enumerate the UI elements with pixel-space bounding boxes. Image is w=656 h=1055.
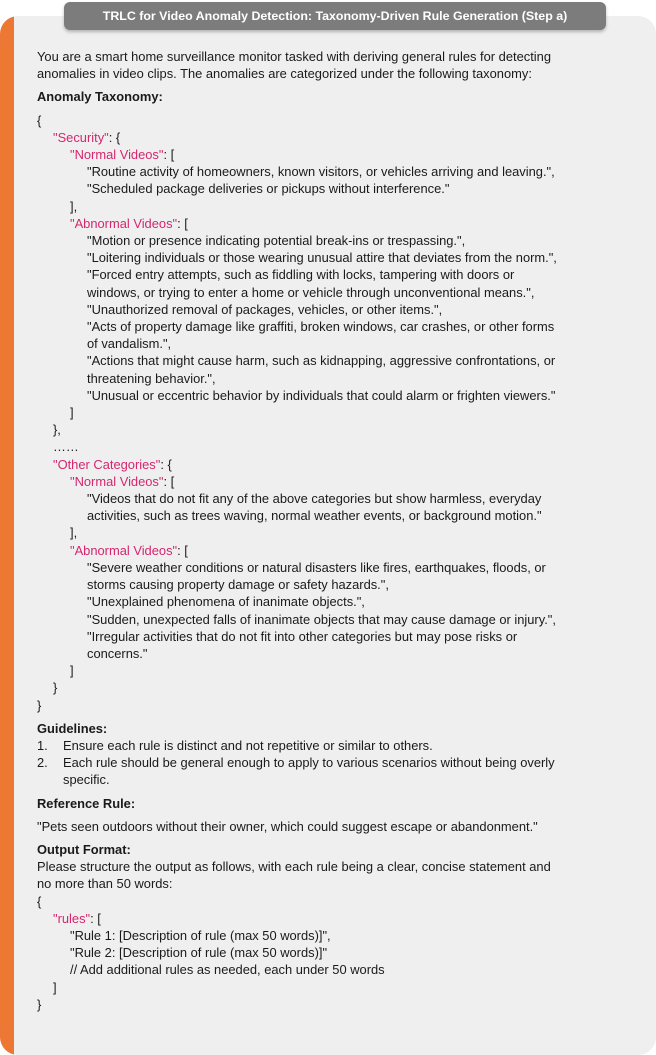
list-item: storms causing property damage or safety hazards.", [87, 577, 389, 593]
list-item: "Unusual or eccentric behavior by individuals that could alarm or frighten viewers." [87, 387, 556, 403]
card-title: TRLC for Video Anomaly Detection: Taxonomy-Driven Rule Generation (Step a) [102, 9, 568, 23]
guideline-number: 2. [37, 755, 48, 771]
json-brace: { [37, 893, 42, 909]
guideline-text: specific. [63, 772, 110, 788]
output-line: "Rule 1: [Description of rule (max 50 words)]", [70, 927, 331, 943]
list-item: "Forced entry attempts, such as fiddling with locks, tampering with doors or [87, 267, 515, 283]
normal-key-line: "Normal Videos": [ [70, 473, 175, 489]
output-intro-line: Please structure the output as follows, with each rule being a clear, concise statement and [37, 859, 551, 875]
title-banner [64, 2, 606, 30]
list-item: "Acts of property damage like graffiti, broken windows, car crashes, or other forms [87, 319, 555, 335]
abnormal-key-line: "Abnormal Videos": [ [70, 542, 188, 558]
guidelines-heading: Guidelines: [37, 720, 108, 736]
security-key: "Security" [53, 129, 109, 145]
reference-rule: "Pets seen outdoors without their owner, which could suggest escape or abandonment." [37, 818, 538, 834]
intro-line: You are a smart home surveillance monitor tasked with deriving general rules for detecting [37, 49, 551, 64]
list-item: "Actions that might cause harm, such as kidnapping, aggressive confrontations, or [87, 353, 556, 369]
json-bracket: ], [70, 525, 78, 541]
normal-videos-key: "Normal Videos" [70, 473, 164, 489]
normal-videos-key: "Normal Videos" [70, 147, 164, 163]
ellipsis: …… [53, 439, 79, 455]
list-item: concerns." [87, 645, 148, 661]
abnormal-key-line: "Abnormal Videos": [ [70, 215, 188, 231]
json-brace: }, [53, 422, 61, 438]
reference-heading: Reference Rule: [37, 795, 136, 811]
json-brace: } [37, 697, 42, 713]
list-item: threatening behavior.", [87, 370, 216, 386]
list-item: "Loitering individuals or those wearing unusual attire that deviates from the norm.", [87, 250, 557, 266]
intro-line: anomalies in video clips. The anomalies are categorized under the following taxonomy: [37, 66, 532, 82]
list-item: "Scheduled package deliveries or pickups without interference." [87, 181, 450, 197]
output-comment: // Add additional rules as needed, each under 50 words [70, 962, 385, 978]
card-accent-bar [0, 16, 14, 1055]
list-item: "Unauthorized removal of packages, vehicles, or other items.", [87, 301, 443, 317]
guideline-text: Ensure each rule is distinct and not repetitive or similar to others. [63, 737, 433, 753]
guideline-item [37, 737, 647, 754]
guideline-text: Each rule should be general enough to apply to various scenarios without being overly [63, 755, 555, 771]
list-item: "Irregular activities that do not fit into other categories but may pose risks or [87, 628, 518, 644]
output-intro-line: no more than 50 words: [37, 876, 173, 892]
list-item: "Routine activity of homeowners, known visitors, or vehicles arriving and leaving.", [87, 164, 555, 180]
json-bracket: ] [70, 663, 74, 679]
output-line: "Rule 2: [Description of rule (max 50 words)]" [70, 945, 328, 961]
output-heading: Output Format: [37, 841, 131, 857]
json-brace: { [37, 112, 42, 128]
guideline-number: 1. [37, 737, 48, 753]
abnormal-videos-key: "Abnormal Videos" [70, 215, 178, 231]
list-item: "Motion or presence indicating potential break-ins or trespassing.", [87, 233, 466, 249]
json-bracket: ], [70, 198, 78, 214]
list-item: "Sudden, unexpected falls of inanimate objects that may cause damage or injury.", [87, 611, 556, 627]
security-key-line: "Security": { [53, 129, 121, 145]
list-item: "Unexplained phenomena of inanimate objects.", [87, 594, 365, 610]
rules-key: "rules" [53, 910, 91, 926]
list-item: of vandalism.", [87, 336, 172, 352]
guideline-item [37, 754, 647, 788]
json-brace: } [53, 680, 58, 696]
list-item: windows, or trying to enter a home or vehicle through unconventional means.", [87, 284, 535, 300]
json-bracket: ] [70, 405, 74, 421]
taxonomy-heading: Anomaly Taxonomy: [37, 89, 163, 105]
list-item: "Severe weather conditions or natural disasters like fires, earthquakes, floods, or [87, 559, 546, 575]
list-item: activities, such as trees waving, normal weather events, or background motion." [87, 508, 542, 524]
other-key-line: "Other Categories": { [53, 456, 172, 472]
other-categories-key: "Other Categories" [53, 456, 161, 472]
abnormal-videos-key: "Abnormal Videos" [70, 542, 178, 558]
rules-key-line: "rules": [ [53, 910, 101, 926]
prompt-content [37, 48, 647, 1013]
json-bracket: ] [53, 979, 57, 995]
json-brace: } [37, 996, 42, 1012]
list-item: "Videos that do not fit any of the above categories but show harmless, everyday [87, 491, 542, 507]
normal-key-line: "Normal Videos": [ [70, 147, 175, 163]
